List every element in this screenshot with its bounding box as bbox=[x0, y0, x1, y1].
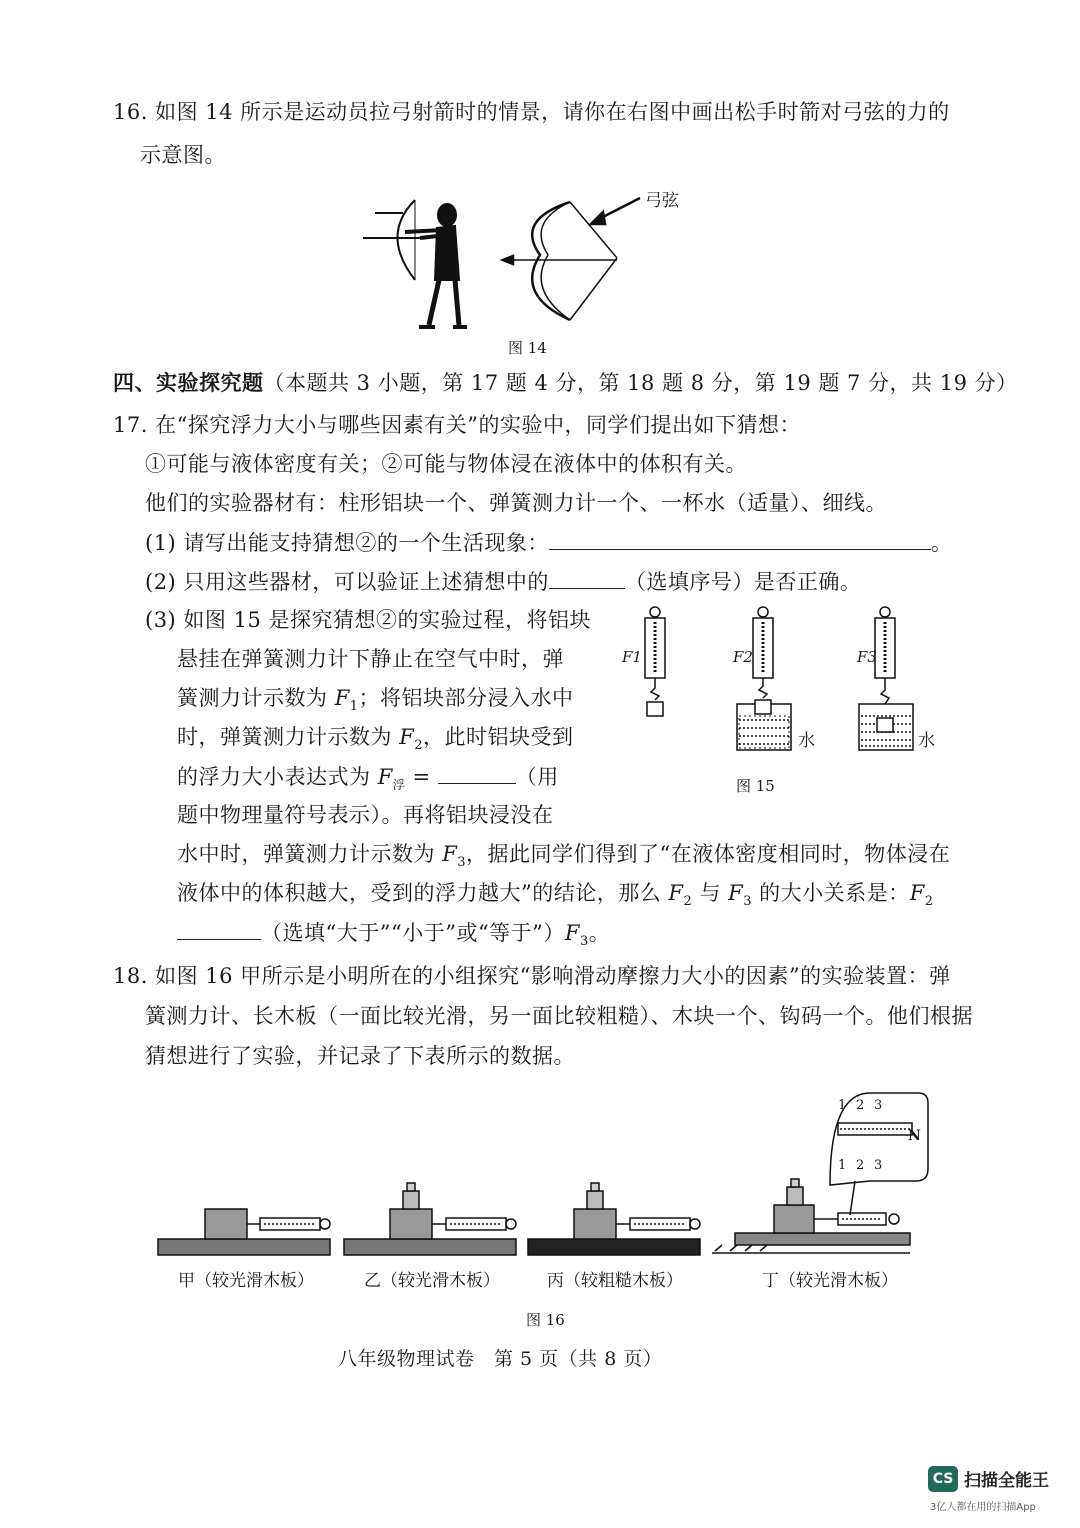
q17-part3-line5-a: 的浮力大小表达式为 bbox=[177, 765, 378, 789]
q17-part3-line4-a: 时，弹簧测力计示数为 bbox=[177, 725, 400, 749]
symbol-sub: 3 bbox=[580, 934, 589, 950]
symbol-F: F bbox=[442, 842, 458, 866]
q17-part3-line5-b: （用 bbox=[515, 765, 559, 789]
q17-part3-line7-b: ，据此同学们得到了“在液体密度相同时，物体浸在 bbox=[466, 842, 951, 866]
q17-part3-line8 bbox=[177, 878, 934, 917]
gauge-right-2: 2 bbox=[856, 1158, 865, 1173]
q17-part3-line8-a: 液体中的体积越大，受到的浮力越大”的结论，那么 bbox=[177, 881, 669, 905]
gauge-right-1: 1 bbox=[838, 1158, 847, 1173]
symbol-sub: 1 bbox=[349, 699, 359, 715]
section4-desc: （本题共 3 小题，第 17 题 4 分，第 18 题 8 分，第 19 题 7 分，共 19 分） bbox=[263, 371, 1018, 395]
symbol-sub: 2 bbox=[683, 894, 693, 910]
q18-text-line2: 簧测力计、长木板（一面比较光滑，另一面比较粗糙）、木块一个、钩码一个。他们根据 bbox=[145, 1004, 973, 1028]
q17-part2-text-a: (2) 只用这些器材，可以验证上述猜想中的 bbox=[145, 570, 549, 594]
fig16-label-jia: 甲（较光滑木板） bbox=[178, 1271, 314, 1291]
fig16-label-ding: 丁（较光滑木板） bbox=[762, 1271, 898, 1291]
symbol-sub: 浮 bbox=[392, 778, 406, 793]
q17-part1-end: 。 bbox=[930, 531, 953, 555]
symbol-sub: 3 bbox=[457, 855, 467, 871]
symbol-F: F bbox=[564, 921, 580, 945]
q17-part1-text: (1) 请写出能支持猜想②的一个生活现象： bbox=[145, 531, 549, 555]
gauge-left-2: 2 bbox=[856, 1098, 865, 1113]
page-footer: 八年级物理试卷 第 5 页（共 8 页） bbox=[338, 1348, 663, 1370]
archer bbox=[363, 200, 467, 327]
symbol-sub: 2 bbox=[924, 894, 934, 910]
fig16-caption: 图 16 bbox=[526, 1311, 565, 1329]
panel-bing bbox=[528, 1183, 700, 1255]
fig15-caption: 图 15 bbox=[736, 777, 775, 795]
q18-text-line3: 猜想进行了实验，并记录了下表所示的数据。 bbox=[145, 1044, 575, 1068]
q18-text-line1: 18. 如图 16 甲所示是小明所在的小组探究“影响滑动摩擦力大小的因素”的实验装置：弹 bbox=[113, 964, 951, 988]
q16-text-line2: 示意图。 bbox=[140, 143, 226, 167]
q17-text-line3: 他们的实验器材有：柱形铝块一个、弹簧测力计一个、一杯水（适量）、细线。 bbox=[145, 491, 887, 515]
gauge-left-1: 1 bbox=[838, 1098, 847, 1113]
q17-part3-line7 bbox=[177, 839, 950, 878]
gauge-left-3: 3 bbox=[874, 1098, 883, 1113]
symbol-sub: 3 bbox=[743, 894, 752, 910]
scanner-watermark bbox=[928, 1462, 1068, 1522]
q17-part1-blank[interactable] bbox=[549, 527, 931, 550]
q17-text-line2: ①可能与液体密度有关；②可能与物体浸在液体中的体积有关。 bbox=[145, 452, 747, 476]
q17-part3-line4 bbox=[177, 722, 574, 761]
fig16-label-bing: 丙（较粗糙木板） bbox=[547, 1271, 683, 1291]
q17-part3-line9-a: （选填“大于”“小于”或“等于”） bbox=[261, 921, 565, 945]
q17-part3-line3-b: ；将铝块部分浸入水中 bbox=[358, 686, 574, 710]
q17-part3-line2: 悬挂在弹簧测力计下静止在空气中时，弹 bbox=[177, 647, 564, 671]
fig15-water-2: 水 bbox=[918, 731, 935, 751]
symbol-F: F bbox=[399, 725, 415, 749]
q17-part3-line4-b: ，此时铝块受到 bbox=[423, 725, 574, 749]
q17-part3-blank-compare[interactable] bbox=[177, 917, 261, 940]
fig15-label-2: F2 bbox=[733, 648, 753, 666]
figure-16 bbox=[150, 1085, 940, 1265]
q17-text-line1: 17. 在“探究浮力大小与哪些因素有关”的实验中，同学们提出如下猜想： bbox=[113, 413, 802, 437]
equals-sign: = bbox=[405, 765, 438, 789]
section4-heading bbox=[113, 368, 1018, 398]
q17-part3-line6: 题中物理量符号表示）。再将铝块浸没在 bbox=[177, 803, 554, 827]
q17-part2 bbox=[145, 566, 861, 597]
watermark-title: 扫描全能王 bbox=[964, 1471, 1049, 1491]
bow-diagram bbox=[503, 198, 640, 320]
q17-part1 bbox=[145, 527, 952, 558]
q17-part3-line9 bbox=[177, 917, 610, 957]
q17-part3-line8-b: 的大小关系是： bbox=[752, 881, 910, 905]
fig16-label-yi: 乙（较光滑木板） bbox=[364, 1271, 500, 1291]
q17-part3-line3 bbox=[177, 683, 574, 722]
figure-14 bbox=[355, 180, 695, 335]
q17-part3-blank-buoyancy[interactable] bbox=[438, 761, 516, 784]
q17-part3-line1: (3) 如图 15 是探究猜想②的实验过程，将铝块 bbox=[145, 608, 591, 632]
q17-part3-line7-a: 水中时，弹簧测力计示数为 bbox=[177, 842, 443, 866]
panel-yi bbox=[344, 1183, 516, 1255]
q17-part3-line5 bbox=[177, 761, 559, 800]
q17-part3-line8-mid: 与 bbox=[692, 881, 729, 905]
label-bowstring: 弓弦 bbox=[645, 191, 679, 211]
q17-part3-line3-a: 簧测力计示数为 bbox=[177, 686, 335, 710]
gauge-unit: N bbox=[908, 1128, 921, 1144]
section4-title: 四、实验探究题 bbox=[113, 370, 264, 395]
spring-scale-3 bbox=[859, 607, 913, 750]
watermark-subtitle: 3亿人都在用的扫描App bbox=[930, 1502, 1036, 1513]
fig15-label-1: F1 bbox=[622, 648, 642, 666]
q17-part2-text-b: （选填序号）是否正确。 bbox=[624, 570, 862, 594]
q16-text-line1: 16. 如图 14 所示是运动员拉弓射箭时的情景，请你在右图中画出松手时箭对弓弦的力的 bbox=[113, 100, 950, 124]
figure-15 bbox=[615, 600, 945, 760]
q17-part3-line9-end: 。 bbox=[588, 921, 611, 945]
panel-jia bbox=[158, 1209, 330, 1255]
symbol-F: F bbox=[377, 765, 393, 789]
q17-part2-blank[interactable] bbox=[549, 566, 625, 589]
symbol-F: F bbox=[909, 881, 925, 905]
symbol-F: F bbox=[668, 881, 684, 905]
symbol-F: F bbox=[728, 881, 744, 905]
symbol-F: F bbox=[334, 686, 350, 710]
fig14-caption: 图 14 bbox=[508, 339, 547, 357]
fig15-water-1: 水 bbox=[798, 731, 815, 751]
spring-scale-1 bbox=[645, 607, 665, 716]
spring-scale-2 bbox=[737, 607, 791, 750]
symbol-sub: 2 bbox=[414, 738, 424, 754]
gauge-right-3: 3 bbox=[874, 1158, 883, 1173]
fig15-label-3: F3 bbox=[857, 648, 877, 666]
panel-ding bbox=[712, 1093, 928, 1253]
camscanner-logo: CS bbox=[928, 1466, 958, 1492]
